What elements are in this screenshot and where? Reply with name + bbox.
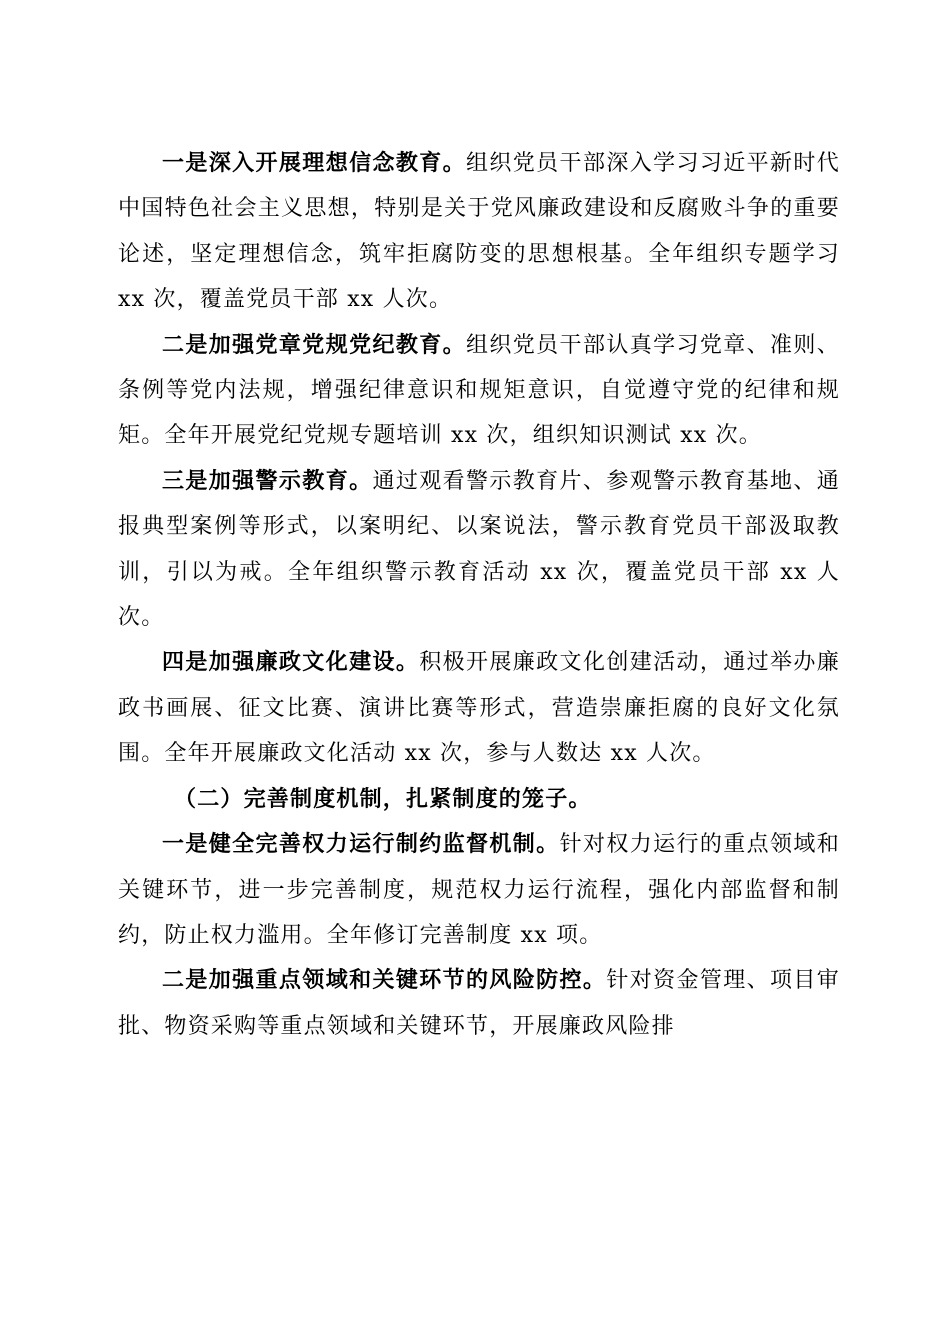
paragraph-risk-control [118, 958, 840, 1049]
paragraph-lead: 三是加强警示教育。 [162, 467, 373, 494]
paragraph-body: 通过观看警示教育片、参观警示教育基地、通报典型案例等形式，以案明纪、以案说法，警示教育党员干部汲取教训，引以为戒。全年组织警示教育活动 xx 次，覆盖党员干部 xx 人次。 [118, 468, 840, 631]
paragraph-ideal-belief-education [118, 141, 840, 323]
paragraph-body: 组织党员干部认真学习党章、准则、条例等党内法规，增强纪律意识和规矩意识，自觉遵守党的纪律和规矩。全年开展党纪党规专题培训 xx 次，组织知识测试 xx 次。 [118, 332, 840, 449]
paragraph-body: 组织党员干部深入学习习近平新时代中国特色社会主义思想，特别是关于党风廉政建设和反腐败斗争的重要论述，坚定理想信念，筑牢拒腐防变的思想根基。全年组织专题学习 xx 次，覆盖党员干部 xx 人次。 [118, 151, 840, 313]
paragraph-lead: 四是加强廉政文化建设。 [162, 649, 420, 676]
paragraph-lead: 二是加强党章党规党纪教育。 [162, 331, 467, 358]
paragraph-body: 针对资金管理、项目审批、物资采购等重点领域和关键环节，开展廉政风险排 [118, 968, 840, 1039]
paragraph-lead: 一是健全完善权力运行制约监督机制。 [162, 831, 560, 858]
paragraph-lead: 一是深入开展理想信念教育。 [162, 150, 467, 176]
paragraph-body: 针对权力运行的重点领域和关键环节，进一步完善制度，规范权力运行流程，强化内部监督和制约，防止权力滥用。全年修订完善制度 xx 项。 [118, 832, 841, 948]
document-body [118, 141, 840, 1049]
section-heading: （二）完善制度机制，扎紧制度的笼子。 [174, 785, 592, 812]
paragraph-party-rules-education [118, 323, 840, 459]
paragraph-integrity-culture [118, 640, 840, 776]
paragraph-warning-education [118, 459, 840, 641]
paragraph-body: 积极开展廉政文化创建活动，通过举办廉政书画展、征文比赛、演讲比赛等形式，营造崇廉拒腐的良好文化氛围。全年开展廉政文化活动 xx 次，参与人数达 xx 人次。 [118, 650, 841, 767]
paragraph-lead: 二是加强重点领域和关键环节的风险防控。 [162, 967, 607, 994]
paragraph-power-supervision [118, 822, 840, 958]
